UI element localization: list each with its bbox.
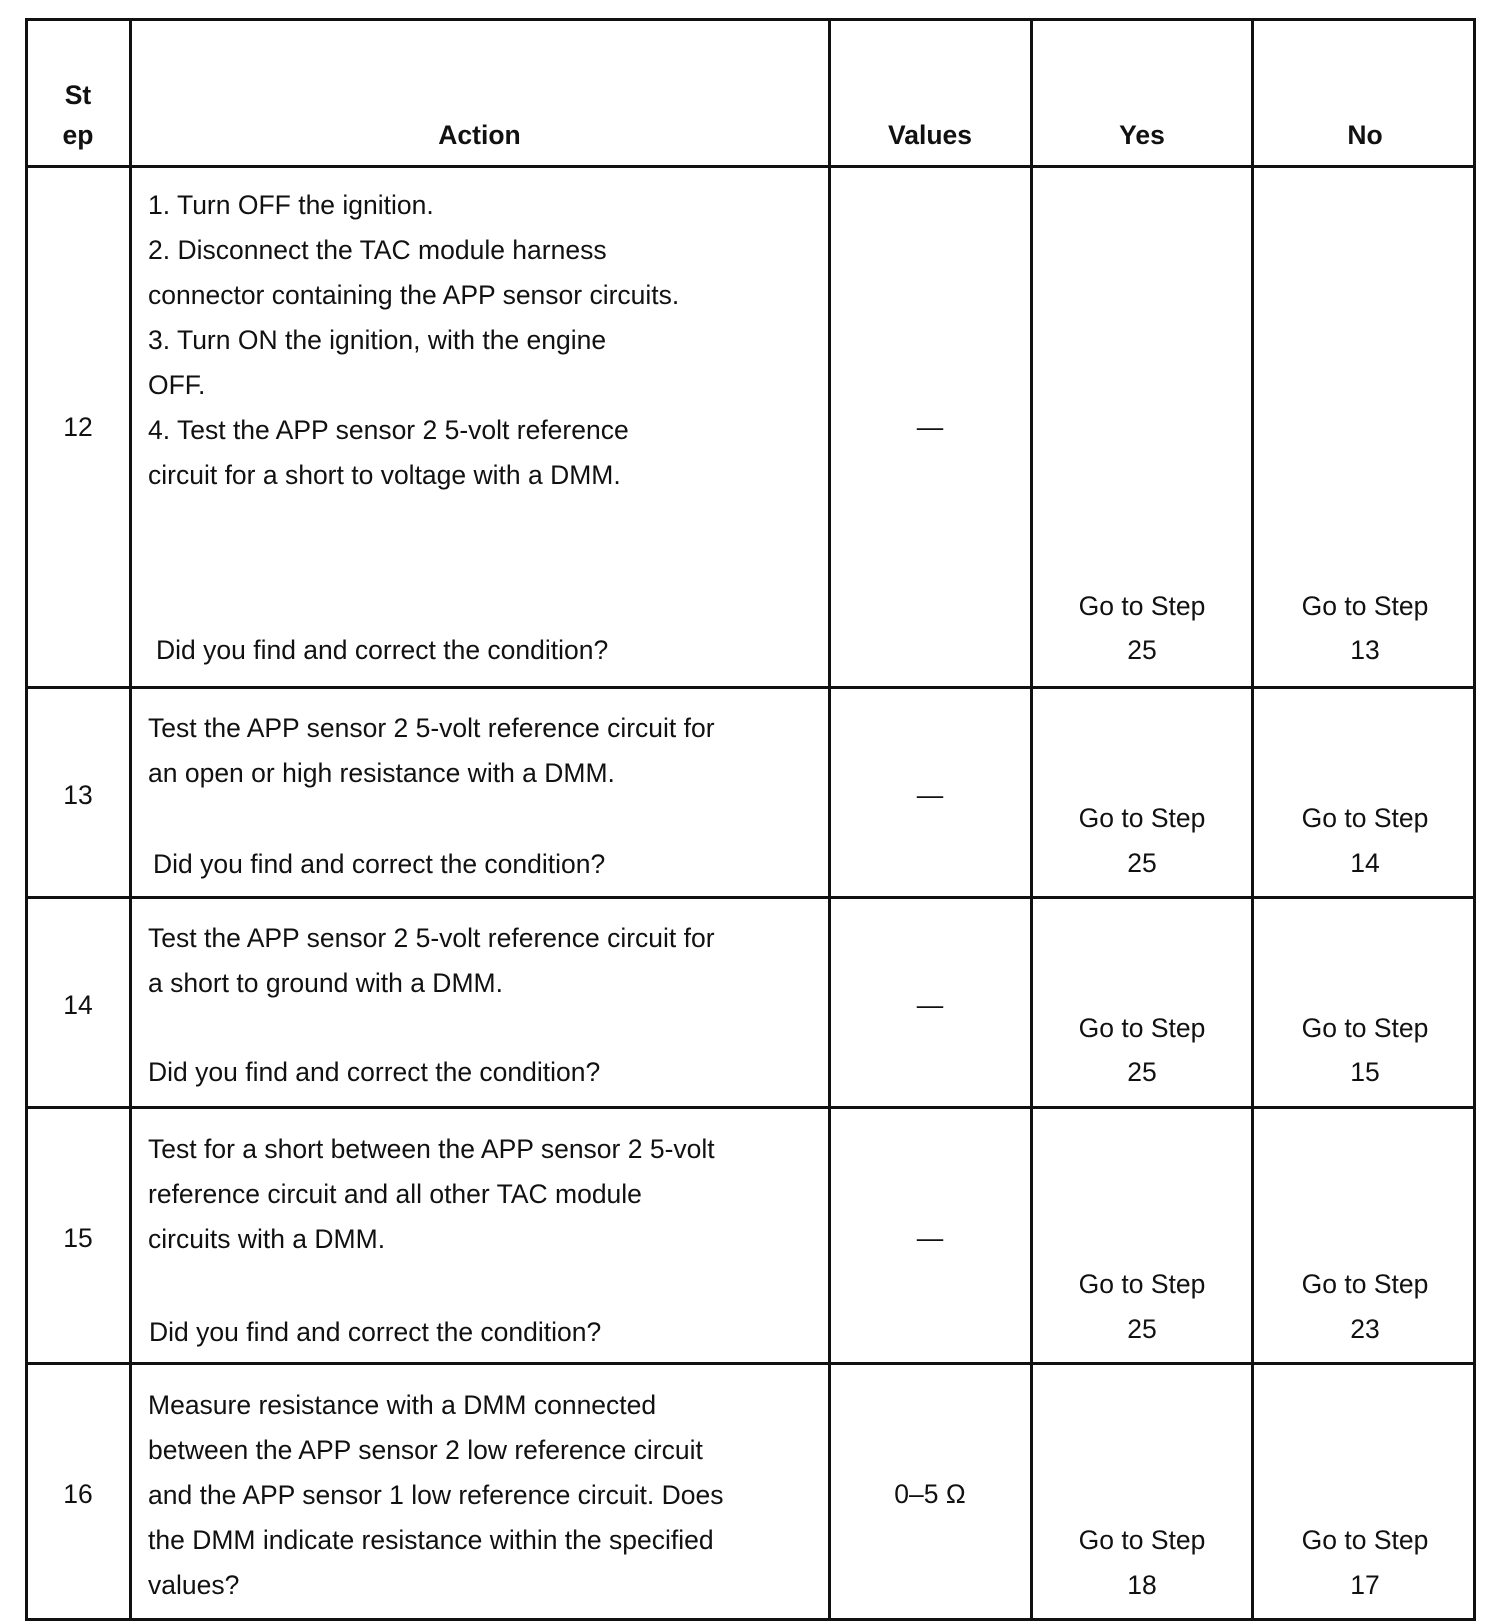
step-number: 12	[63, 412, 93, 442]
header-step-line1: St	[64, 80, 92, 110]
action-line: connector containing the APP sensor circuits.	[148, 280, 680, 310]
action-line: and the APP sensor 1 low reference circuit. Does	[148, 1480, 724, 1510]
action-line: a short to ground with a DMM.	[148, 968, 503, 998]
header-yes: Yes	[1119, 120, 1165, 150]
step-number: 13	[63, 780, 93, 810]
action-line: Test the APP sensor 2 5-volt reference circuit for	[148, 923, 715, 953]
no-goto-label: Go to Step	[1301, 591, 1429, 621]
no-goto-label: Go to Step	[1301, 1525, 1429, 1555]
action-line: circuits with a DMM.	[148, 1224, 386, 1254]
step-number: 14	[63, 990, 93, 1020]
value-cell: —	[916, 412, 944, 442]
action-line: an open or high resistance with a DMM.	[148, 758, 615, 788]
no-goto-step: 23	[1350, 1314, 1380, 1344]
action-line: Test for a short between the APP sensor 2 5-volt	[148, 1134, 715, 1164]
step-number: 15	[63, 1223, 93, 1253]
action-line: 3. Turn ON the ignition, with the engine	[148, 325, 607, 355]
action-line: reference circuit and all other TAC module	[148, 1179, 642, 1209]
yes-goto-label: Go to Step	[1078, 591, 1206, 621]
action-line: values?	[148, 1570, 240, 1600]
action-line: the DMM indicate resistance within the specified	[148, 1525, 714, 1555]
yes-goto-step: 25	[1127, 1314, 1157, 1344]
row-divider	[25, 896, 1476, 899]
value-cell: 0–5 Ω	[894, 1479, 966, 1509]
no-goto-label: Go to Step	[1301, 1013, 1429, 1043]
column-divider	[129, 18, 132, 1621]
table-border-bottom	[25, 1618, 1476, 1621]
action-question: Did you find and correct the condition?	[153, 849, 606, 879]
no-goto-step: 15	[1350, 1057, 1380, 1087]
column-divider	[828, 18, 831, 1621]
yes-goto-label: Go to Step	[1078, 1525, 1206, 1555]
row-divider	[25, 686, 1476, 689]
action-question: Did you find and correct the condition?	[149, 1317, 602, 1347]
header-action: Action	[438, 120, 521, 150]
no-goto-step: 17	[1350, 1570, 1380, 1600]
row-divider	[25, 1362, 1476, 1365]
header-divider	[25, 165, 1476, 168]
no-goto-label: Go to Step	[1301, 1269, 1429, 1299]
action-line: OFF.	[148, 370, 206, 400]
action-line: Test the APP sensor 2 5-volt reference circuit for	[148, 713, 715, 743]
row-divider	[25, 1106, 1476, 1109]
yes-goto-label: Go to Step	[1078, 803, 1206, 833]
value-cell: —	[916, 780, 944, 810]
yes-goto-step: 25	[1127, 1057, 1157, 1087]
no-goto-label: Go to Step	[1301, 803, 1429, 833]
header-no: No	[1347, 120, 1383, 150]
no-goto-step: 14	[1350, 848, 1380, 878]
action-line: 4. Test the APP sensor 2 5-volt reference	[148, 415, 629, 445]
action-line: circuit for a short to voltage with a DMM.	[148, 460, 621, 490]
header-step-line2: ep	[62, 120, 94, 150]
yes-goto-step: 18	[1127, 1570, 1157, 1600]
no-goto-step: 13	[1350, 635, 1380, 665]
yes-goto-step: 25	[1127, 635, 1157, 665]
action-line: Measure resistance with a DMM connected	[148, 1390, 657, 1420]
action-line: 2. Disconnect the TAC module harness	[148, 235, 607, 265]
yes-goto-step: 25	[1127, 848, 1157, 878]
action-line: between the APP sensor 2 low reference circuit	[148, 1435, 703, 1465]
action-question: Did you find and correct the condition?	[148, 1057, 601, 1087]
value-cell: —	[916, 1223, 944, 1253]
action-question: Did you find and correct the condition?	[156, 635, 609, 665]
header-values: Values	[888, 120, 972, 150]
table-border-top	[25, 18, 1476, 21]
value-cell: —	[916, 990, 944, 1020]
yes-goto-label: Go to Step	[1078, 1269, 1206, 1299]
action-line: 1. Turn OFF the ignition.	[148, 190, 434, 220]
yes-goto-label: Go to Step	[1078, 1013, 1206, 1043]
table-border-left	[25, 18, 28, 1621]
step-number: 16	[63, 1479, 93, 1509]
